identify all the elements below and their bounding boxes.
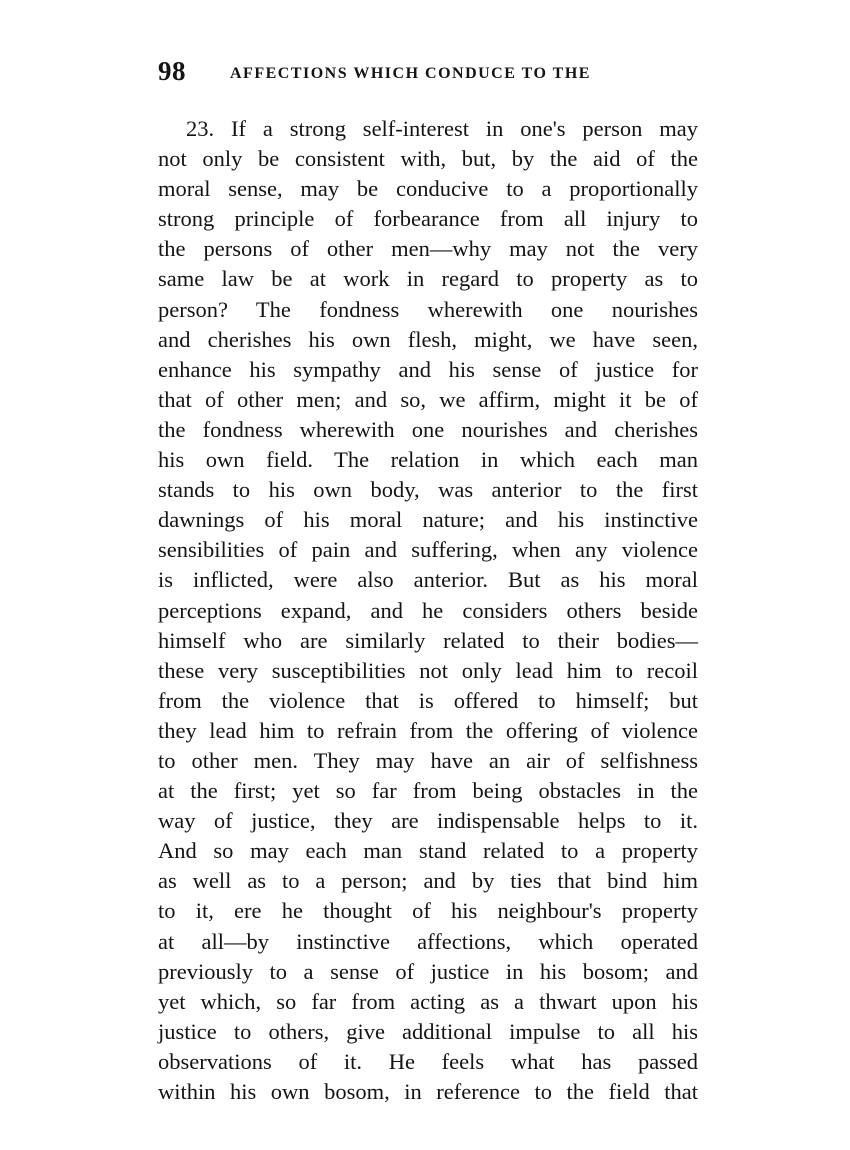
text-line: stands to his own body, was anterior to the first xyxy=(158,477,698,503)
text-line: at all—by instinctive affections, which operated xyxy=(158,928,698,954)
text-line: himself who are similarly related to their bodies— xyxy=(158,627,698,653)
text-line: observations of it. He feels what has passed xyxy=(158,1048,698,1074)
text-line: sensibilities of pain and suffering, when any violence xyxy=(158,537,698,563)
text-line: within his own bosom, in reference to the field that xyxy=(158,1079,698,1104)
text-line: at the first; yet so far from being obstacles in the xyxy=(158,778,698,804)
text-line: moral sense, may be conducive to a proportionally xyxy=(158,176,698,202)
running-head xyxy=(158,56,718,96)
text-line: strong principle of forbearance from all injury to xyxy=(158,206,698,232)
text-line: And so may each man stand related to a property xyxy=(158,838,698,864)
text-line: and cherishes his own flesh, might, we have seen, xyxy=(158,326,698,352)
text-line: person? The fondness wherewith one nourishes xyxy=(158,296,698,322)
text-line: enhance his sympathy and his sense of justice for xyxy=(158,356,698,382)
text-line: same law be at work in regard to property as to xyxy=(158,266,698,292)
text-line: previously to a sense of justice in his bosom; and xyxy=(158,958,698,984)
body-text xyxy=(158,114,698,1107)
text-line: to it, ere he thought of his neighbour's property xyxy=(158,898,698,924)
text-line: that of other men; and so, we affirm, might it be of xyxy=(158,386,698,412)
text-line: dawnings of his moral nature; and his instinctive xyxy=(158,507,698,533)
page-number: 98 xyxy=(158,56,186,86)
text-line: not only be consistent with, but, by the aid of the xyxy=(158,146,698,172)
text-line: they lead him to refrain from the offering of violence xyxy=(158,717,698,743)
text-line: is inflicted, were also anterior. But as his moral xyxy=(158,567,698,593)
text-line: as well as to a person; and by ties that bind him xyxy=(158,868,698,894)
text-line: perceptions expand, and he considers others beside xyxy=(158,597,698,623)
text-line: 23. If a strong self-interest in one's person may xyxy=(186,116,698,141)
running-title: AFFECTIONS WHICH CONDUCE TO THE xyxy=(230,65,591,82)
text-line: justice to others, give additional impulse to all his xyxy=(158,1018,698,1044)
text-line: the persons of other men—why may not the very xyxy=(158,236,698,262)
text-line: way of justice, they are indispensable helps to it. xyxy=(158,808,698,834)
text-line: his own field. The relation in which each man xyxy=(158,447,698,473)
text-line: these very susceptibilities not only lead him to recoil xyxy=(158,657,698,683)
text-line: from the violence that is offered to himself; but xyxy=(158,687,698,713)
text-line: to other men. They may have an air of selfishness xyxy=(158,747,698,773)
text-line: yet which, so far from acting as a thwart upon his xyxy=(158,988,698,1014)
text-line: the fondness wherewith one nourishes and cherishes xyxy=(158,416,698,442)
